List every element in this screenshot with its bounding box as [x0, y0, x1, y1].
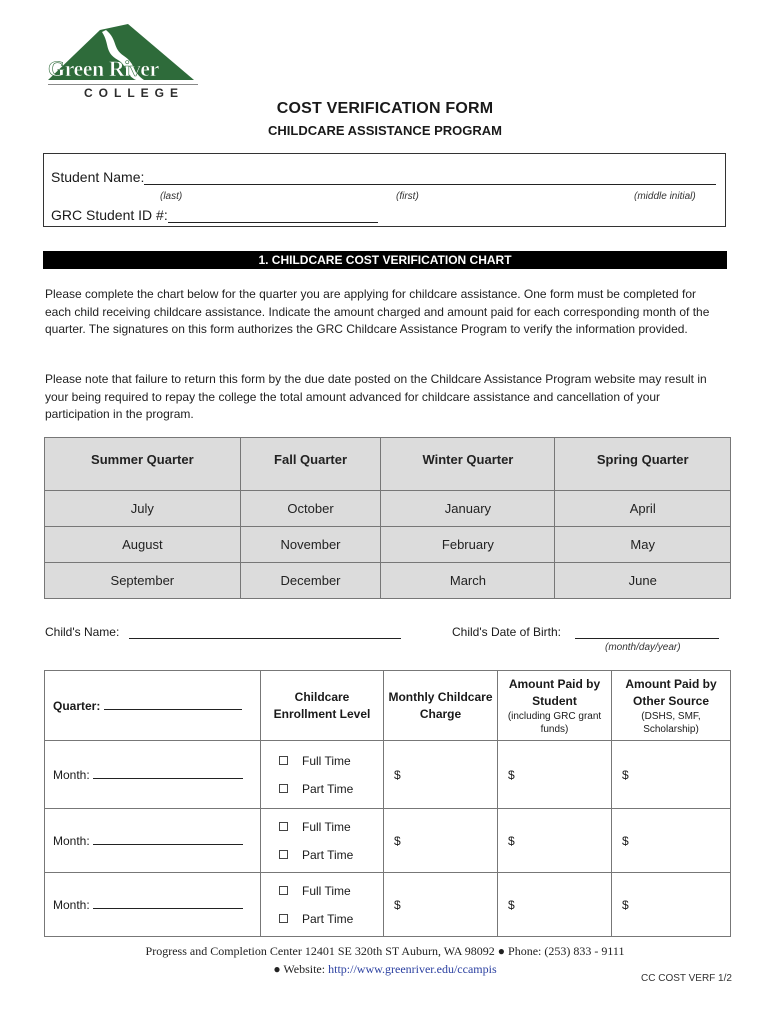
paid-student-sub: (including GRC grant funds) — [507, 710, 602, 735]
month-cell: June — [555, 563, 731, 599]
checkbox-icon[interactable] — [279, 886, 288, 895]
document-id: CC COST VERF 1/2 — [641, 973, 732, 984]
form-title: COST VERIFICATION FORM — [276, 100, 494, 117]
enrollment-cell — [261, 809, 384, 873]
month-cell: May — [555, 527, 731, 563]
full-time-label: Full Time — [302, 753, 351, 768]
hint-middle-initial: (middle initial) — [634, 191, 696, 202]
full-time-option[interactable] — [279, 813, 382, 841]
month-cell: March — [381, 563, 555, 599]
child-name-label: Child's Name: — [45, 625, 120, 639]
month-label: Month: — [53, 833, 90, 848]
hint-last: (last) — [160, 191, 183, 202]
full-time-label: Full Time — [302, 883, 351, 898]
paid-student-header: Amount Paid by Student — [508, 676, 601, 708]
quarter-cell — [45, 671, 261, 741]
part-time-label: Part Time — [302, 911, 354, 926]
child-dob-field[interactable] — [575, 624, 719, 639]
logo-divider — [48, 84, 198, 85]
paid-student-field[interactable]: $ — [498, 809, 612, 873]
quarter-header: Spring Quarter — [555, 438, 731, 491]
month-field[interactable] — [93, 898, 243, 909]
logo-subtitle: COLLEGE — [84, 86, 185, 100]
month-label: Month: — [53, 767, 90, 782]
full-time-option[interactable] — [279, 747, 382, 775]
student-name-field[interactable] — [144, 170, 716, 185]
monthly-charge-field[interactable]: $ — [384, 873, 498, 937]
checkbox-icon[interactable] — [279, 756, 288, 765]
month-field[interactable] — [93, 834, 243, 845]
month-cell — [45, 741, 261, 809]
paid-other-field[interactable]: $ — [612, 741, 731, 809]
checkbox-icon[interactable] — [279, 850, 288, 859]
month-cell: December — [240, 563, 381, 599]
month-cell: November — [240, 527, 381, 563]
hint-first: (first) — [396, 191, 419, 202]
month-cell: September — [45, 563, 241, 599]
form-subtitle: CHILDCARE ASSISTANCE PROGRAM — [267, 123, 502, 138]
dob-format-hint: (month/day/year) — [605, 642, 681, 653]
checkbox-icon[interactable] — [279, 914, 288, 923]
quarter-label: Quarter: — [53, 698, 101, 713]
month-cell: October — [240, 491, 381, 527]
monthly-charge-field[interactable]: $ — [384, 741, 498, 809]
cost-table — [44, 670, 731, 937]
enrollment-cell — [261, 873, 384, 937]
checkbox-icon[interactable] — [279, 822, 288, 831]
child-name-field[interactable] — [129, 624, 401, 639]
month-cell: July — [45, 491, 241, 527]
part-time-option[interactable] — [279, 775, 382, 803]
student-id-field[interactable] — [168, 208, 378, 223]
paid-other-field[interactable]: $ — [612, 873, 731, 937]
month-cell — [45, 809, 261, 873]
quarter-field[interactable] — [104, 699, 242, 710]
full-time-option[interactable] — [279, 877, 382, 905]
month-cell — [45, 873, 261, 937]
month-field[interactable] — [93, 768, 243, 779]
website-prefix: ● Website: — [273, 962, 329, 976]
paid-student-field[interactable]: $ — [498, 741, 612, 809]
part-time-option[interactable] — [279, 905, 382, 933]
checkbox-icon[interactable] — [279, 784, 288, 793]
monthly-charge-header: Monthly Childcare Charge — [384, 671, 498, 741]
student-name-label: Student Name: — [51, 169, 145, 185]
part-time-label: Part Time — [302, 847, 354, 862]
quarter-header: Fall Quarter — [240, 438, 381, 491]
paid-other-header: Amount Paid by Other Source — [625, 676, 717, 708]
paid-other-header-cell — [612, 671, 731, 741]
paid-student-field[interactable]: $ — [498, 873, 612, 937]
month-cell: February — [381, 527, 555, 563]
month-label: Month: — [53, 897, 90, 912]
part-time-label: Part Time — [302, 781, 354, 796]
quarter-header: Winter Quarter — [381, 438, 555, 491]
warning-paragraph: Please note that failure to return this form by the due date posted on the Childcare Assistance Program website may result in your being required to repay the college the total amount advanced for childcare assistance and cancellation of your participation in the program. — [45, 372, 707, 421]
enrollment-header: Childcare Enrollment Level — [261, 671, 384, 741]
student-id-label: GRC Student ID #: — [51, 207, 168, 223]
month-cell: August — [45, 527, 241, 563]
instructions-paragraph: Please complete the chart below for the quarter you are applying for childcare assistance. One form must be completed for each child receiving childcare assistance. Indicate the amount charged and amount paid for each corresponding month of the quarter. The signatures on this form authorizes the GRC Childcare Assistance Program to verify the information provided. — [45, 287, 710, 336]
month-cell: January — [381, 491, 555, 527]
quarter-months-table — [44, 437, 731, 599]
website-link[interactable]: http://www.greenriver.edu/ccampis — [328, 962, 497, 976]
month-cell: April — [555, 491, 731, 527]
paid-other-field[interactable]: $ — [612, 809, 731, 873]
monthly-charge-field[interactable]: $ — [384, 809, 498, 873]
quarter-header: Summer Quarter — [45, 438, 241, 491]
paid-other-sub: (DSHS, SMF, Scholarship) — [641, 710, 701, 735]
logo-brand: Green River — [48, 56, 159, 81]
section-header: 1. CHILDCARE COST VERIFICATION CHART — [43, 251, 727, 269]
footer-address: Progress and Completion Center 12401 SE 320th ST Auburn, WA 98092 ● Phone: (253) 833 - 9111 — [145, 944, 625, 958]
child-dob-label: Child's Date of Birth: — [452, 625, 562, 639]
college-logo — [44, 22, 204, 104]
part-time-option[interactable] — [279, 841, 382, 869]
full-time-label: Full Time — [302, 819, 351, 834]
paid-student-header-cell — [498, 671, 612, 741]
enrollment-cell — [261, 741, 384, 809]
student-info-box — [43, 153, 726, 227]
